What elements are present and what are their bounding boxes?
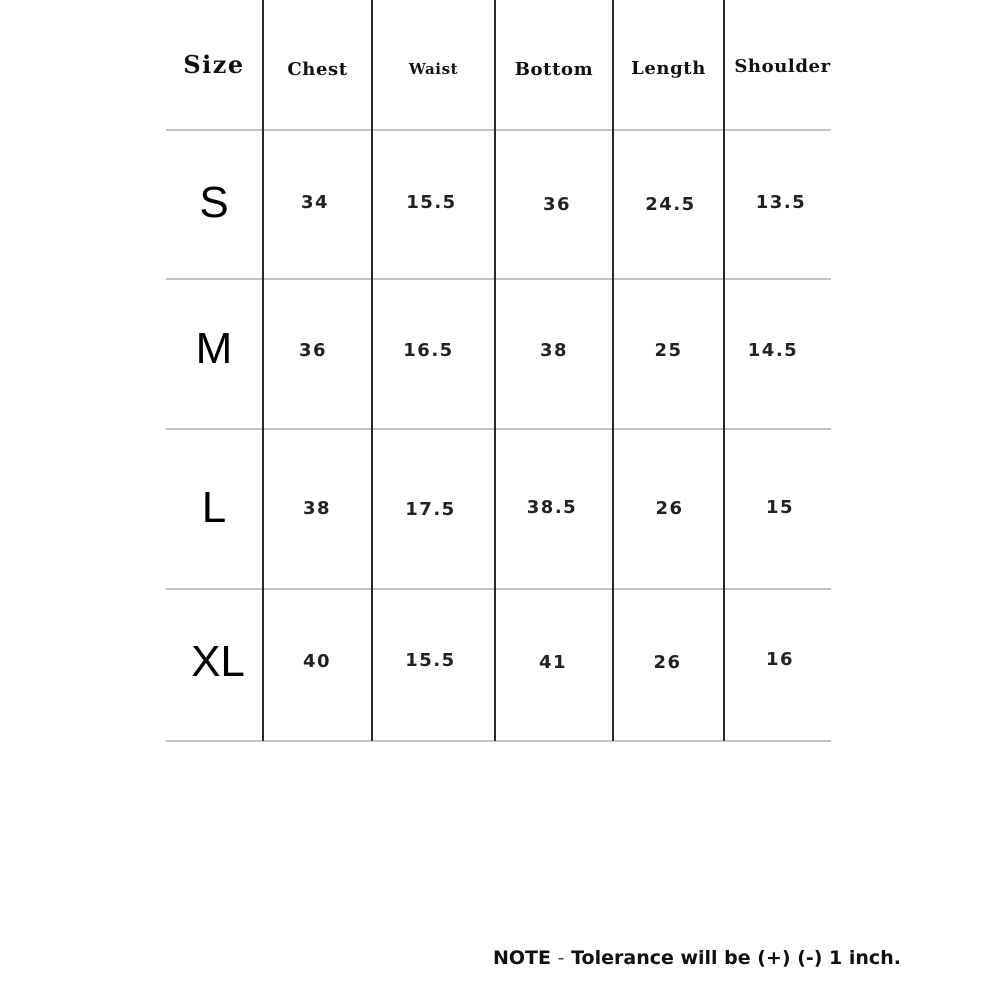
column-divider <box>371 0 373 741</box>
row-divider <box>166 129 831 131</box>
header-chest: Chest <box>287 59 348 80</box>
table-cell-bottom: 38 <box>539 340 569 361</box>
header-bottom: Bottom <box>514 59 594 80</box>
table-cell-waist: 15.5 <box>406 192 457 213</box>
row-divider <box>166 740 831 742</box>
table-cell-shoulder: 15 <box>765 497 795 518</box>
header-length: Length <box>631 58 706 79</box>
table-cell-shoulder: 13.5 <box>755 192 807 213</box>
table-cell-chest: 34 <box>300 192 330 213</box>
table-cell-bottom: 41 <box>538 652 568 673</box>
table-cell-waist: 16.5 <box>403 340 454 361</box>
table-cell-bottom: 38.5 <box>526 497 578 518</box>
note-label: NOTE <box>493 947 551 969</box>
column-divider <box>612 0 614 741</box>
table-cell-shoulder: 14.5 <box>747 340 799 361</box>
size-label: XL <box>191 637 245 686</box>
table-cell-waist: 15.5 <box>405 650 456 671</box>
column-divider <box>494 0 496 741</box>
table-cell-bottom: 36 <box>542 194 572 215</box>
row-divider <box>166 428 831 430</box>
table-cell-length: 24.5 <box>645 194 696 215</box>
size-label: S <box>199 178 229 227</box>
column-divider <box>723 0 725 741</box>
table-cell-waist: 17.5 <box>405 499 456 520</box>
row-divider <box>166 588 831 590</box>
table-cell-chest: 36 <box>298 340 328 361</box>
table-cell-chest: 40 <box>302 651 332 672</box>
column-divider <box>262 0 264 741</box>
note-separator: - <box>557 947 565 969</box>
size-label: L <box>201 483 227 532</box>
note-text: Tolerance will be (+) (-) 1 inch. <box>571 947 901 969</box>
tolerance-note <box>493 947 901 969</box>
header-size: Size <box>183 50 245 79</box>
table-cell-length: 26 <box>655 498 684 519</box>
header-waist: Waist <box>408 60 459 78</box>
table-cell-length: 26 <box>653 652 682 673</box>
table-cell-length: 25 <box>654 340 683 361</box>
table-cell-chest: 38 <box>302 498 332 519</box>
row-divider <box>166 278 831 280</box>
size-label: M <box>195 324 233 373</box>
table-cell-shoulder: 16 <box>765 649 795 670</box>
header-shoulder: Shoulder <box>734 56 831 77</box>
